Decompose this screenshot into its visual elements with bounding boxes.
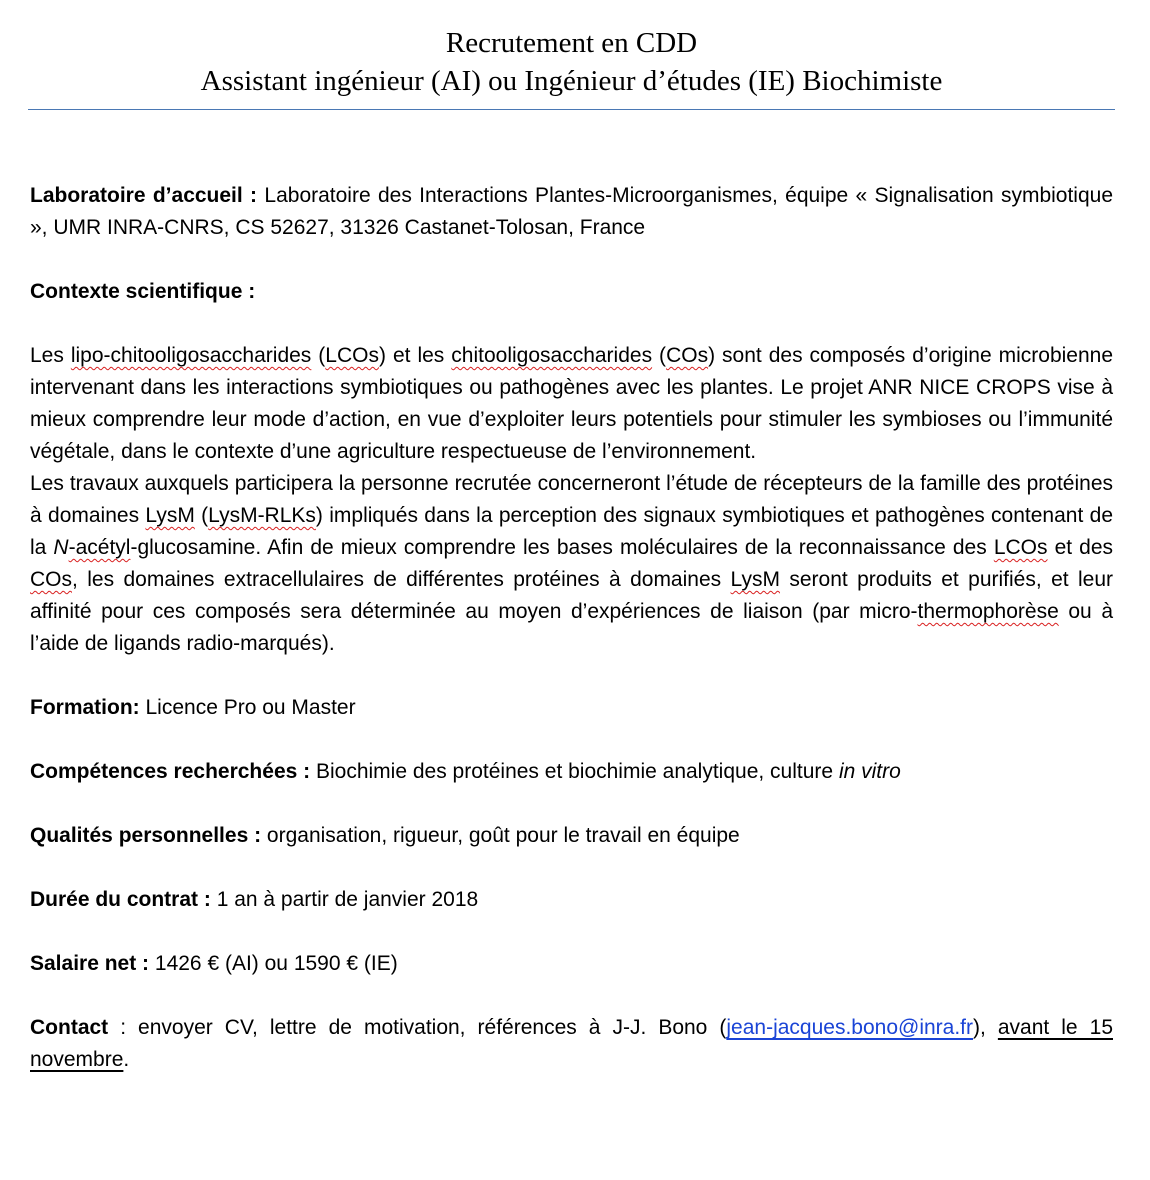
contact-email-link[interactable]: jean-jacques.bono@inra.fr (726, 1016, 974, 1039)
qualites-text: organisation, rigueur, goût pour le travail en équipe (261, 824, 740, 847)
spellcheck-term: LysM (145, 504, 195, 527)
spellcheck-term: LCOs (325, 344, 379, 367)
competences-text: Biochimie des protéines et biochimie analytique, culture (310, 760, 839, 783)
spellcheck-term: LCOs (993, 536, 1048, 559)
section-context-heading (30, 276, 1113, 308)
spellcheck-term: -acétyl (68, 536, 131, 559)
section-duree (30, 884, 1113, 916)
competences-italic: in vitro (838, 760, 901, 783)
section-formation (30, 692, 1113, 724)
salaire-text: 1426 € (AI) ou 1590 € (IE) (149, 952, 398, 975)
context-label: Contexte scientifique : (30, 280, 256, 303)
spellcheck-term: chitooligosaccharides (451, 344, 653, 367)
title-line-1: Recrutement en CDD (445, 27, 698, 59)
title-divider (28, 109, 1115, 110)
spellcheck-term: COs (666, 344, 709, 367)
section-qualites (30, 820, 1113, 852)
contact-text: : envoyer CV, lettre de motivation, références à J-J. Bono ( (108, 1016, 727, 1039)
duree-text: 1 an à partir de janvier 2018 (210, 888, 479, 911)
context-paragraph-2: Les travaux auxquels participera la personne recrutée concerneront l’étude de récepteurs de la famille des protéines à domaines LysM (LysM-RLKs) impliqués dans la perception des signaux symbiotiques et pathogènes contenant de la N-acétyl-glucosamine. Afin de mieux comprendre les bases moléculaires de la reconnaissance des LCOs et des COs, les domaines extracellulaires de différentes protéines à domaines LysM seront produits et purifiés, et leur affinité pour ces composés sera déterminée au moyen d’expériences de liaison (par micro-thermophorèse ou à l’aide de ligands radio-marqués). (30, 472, 1114, 655)
formation-text: Licence Pro ou Master (139, 696, 356, 719)
spellcheck-term: lipo-chitooligosaccharides (70, 344, 312, 367)
spellcheck-term: COs (30, 568, 72, 591)
duree-label: Durée du contrat : (30, 888, 211, 911)
document-body (30, 180, 1113, 1076)
section-salaire (30, 948, 1113, 980)
lab-label: Laboratoire d’accueil : (30, 184, 258, 207)
section-contact: Contact : envoyer CV, lettre de motivation, références à J-J. Bono (jean-jacques.bono@inra.fr), avant le 15 novembre. (30, 1016, 1113, 1071)
context-paragraph-1: Les lipo-chitooligosaccharides (LCOs) et les chitooligosaccharides (COs) sont des composés d’origine microbienne intervenant dans les interactions symbiotiques ou pathogènes avec les plantes. Le projet ANR NICE CROPS vise à mieux comprendre leur mode d’action, en vue d’exploiter leurs potentiels pour stimuler les symbioses ou l’immunité végétale, dans le contexte d’une agriculture respectueuse de l’environnement. (30, 344, 1113, 463)
spellcheck-term: LysM-RLKs (208, 504, 316, 527)
lab-text: Laboratoire des Interactions Plantes-Microorganismes, équipe « Signalisation symbiotique », UMR INRA-CNRS, CS 52627, 31326 Castanet-Tolosan, France (30, 184, 1114, 239)
italic-n: N (53, 536, 69, 559)
salaire-label: Salaire net : (30, 952, 150, 975)
competences-label: Compétences recherchées : (30, 760, 311, 783)
qualites-label: Qualités personnelles : (30, 824, 262, 847)
contact-deadline: avant le 15 novembre (30, 1016, 1113, 1071)
spellcheck-term: thermophorèse (917, 600, 1059, 623)
contact-label: Contact (30, 1016, 109, 1039)
formation-label: Formation: (30, 696, 140, 719)
title-line-2: Assistant ingénieur (AI) ou Ingénieur d’études (IE) Biochimiste (200, 65, 943, 97)
section-lab (30, 180, 1113, 244)
section-competences (30, 756, 1113, 788)
spellcheck-term: LysM (730, 568, 780, 591)
document-title (28, 24, 1115, 100)
